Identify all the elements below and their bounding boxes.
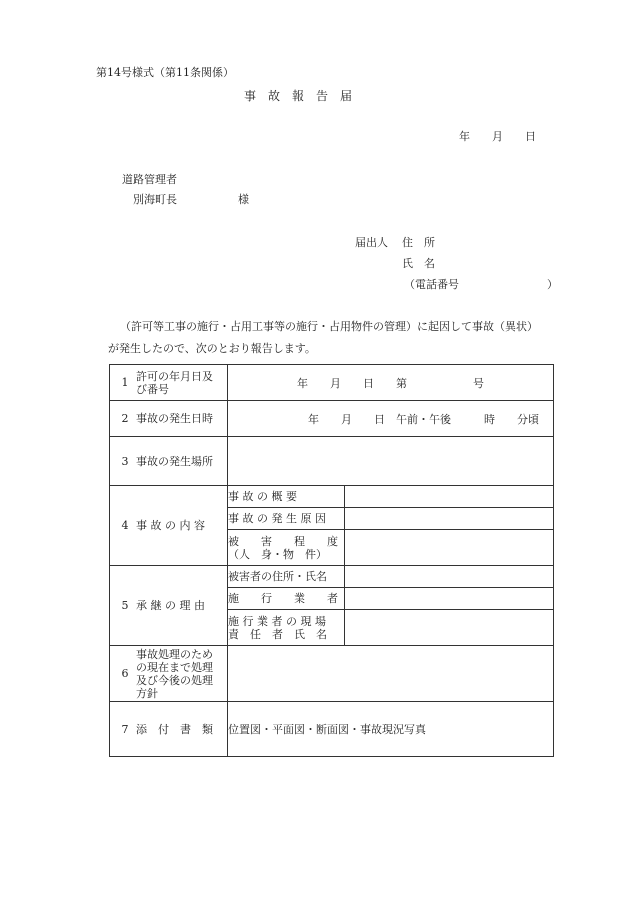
row-number: 1 <box>121 376 129 389</box>
row-1-value: 年 月 日 第 号 <box>228 365 554 401</box>
row-label: 添 付 書 類 <box>136 722 213 736</box>
incident-cause-label: 事 故 の 発 生 原 因 <box>228 508 345 530</box>
addressee-road-manager: 道路管理者 <box>122 173 177 186</box>
row-label: 事故の発生場所 <box>136 454 213 468</box>
table-row-attachments <box>110 702 554 757</box>
contractor-label: 施 行 業 者 <box>228 588 345 610</box>
damage-level-line-1: 被 害 程 度 <box>228 534 338 548</box>
row-number: 3 <box>121 454 129 468</box>
victim-address-name-value <box>345 566 554 588</box>
form-number: 第14号様式（第11条関係） <box>96 66 234 79</box>
name-label: 氏 名 <box>402 257 435 270</box>
row-1-label-cell <box>110 365 228 401</box>
table-row-permit <box>110 365 554 401</box>
damage-level-line-2: （人 身・物 件） <box>228 547 327 561</box>
row-2-value: 年 月 日 午前・午後 時 分頃 <box>228 401 554 437</box>
row-5-label-cell <box>110 566 228 646</box>
row-3-label-cell <box>110 437 228 486</box>
row-label: 事故の発生日時 <box>136 412 213 425</box>
report-table <box>109 364 554 757</box>
row-label: 事故処理のための現在まで処理及び今後の処理方針 <box>136 647 213 700</box>
damage-level-value <box>345 530 554 566</box>
page-title: 事 故 報 告 届 <box>244 89 353 103</box>
date-line: 年 月 日 <box>459 130 536 143</box>
row-number: 7 <box>121 722 129 736</box>
table-row-incident <box>110 486 554 508</box>
incident-cause-value <box>345 508 554 530</box>
row-3-value-empty <box>228 437 554 486</box>
site-manager-line-2: 責 任 者 氏 名 <box>228 627 327 641</box>
victim-address-name-label: 被害者の住所・氏名 <box>228 566 345 588</box>
table-row-datetime <box>110 401 554 437</box>
incident-summary-value <box>345 486 554 508</box>
body-text-line-2: が発生したので、次のとおり報告します。 <box>108 342 316 355</box>
row-2-label-cell <box>110 401 228 437</box>
contractor-value <box>345 588 554 610</box>
damage-level-label <box>228 530 345 566</box>
row-number: 2 <box>121 412 129 425</box>
row-6-label-cell <box>110 646 228 702</box>
attachments-value: 位置図・平面図・断面図・事故現況写真 <box>228 702 554 757</box>
row-label: 承 継 の 理 由 <box>136 599 205 612</box>
honorific: 様 <box>238 193 249 206</box>
row-6-value-empty <box>228 646 554 702</box>
table-row-succession <box>110 566 554 588</box>
row-number: 4 <box>121 519 129 532</box>
table-row-location <box>110 437 554 486</box>
site-manager-line-1: 施 行 業 者 の 現 場 <box>228 614 326 628</box>
applicant-label: 届出人 <box>355 236 388 249</box>
site-manager-label <box>228 610 345 646</box>
row-4-label-cell <box>110 486 228 566</box>
row-number: 5 <box>121 599 129 612</box>
row-number: 6 <box>121 667 129 680</box>
row-7-label-cell <box>110 702 228 757</box>
table-row-handling-policy <box>110 646 554 702</box>
address-label: 住 所 <box>402 236 435 249</box>
row-label: 事 故 の 内 容 <box>136 519 205 532</box>
addressee-mayor: 別海町長 <box>133 193 177 206</box>
site-manager-value <box>345 610 554 646</box>
phone-label: （電話番号 ） <box>404 278 558 291</box>
incident-summary-label: 事 故 の 概 要 <box>228 486 345 508</box>
body-text-line-1: （許可等工事の施行・占用工事等の施行・占用物件の管理）に起因して事故（異状） <box>120 320 538 333</box>
row-label: 許可の年月日及び番号 <box>136 369 213 396</box>
